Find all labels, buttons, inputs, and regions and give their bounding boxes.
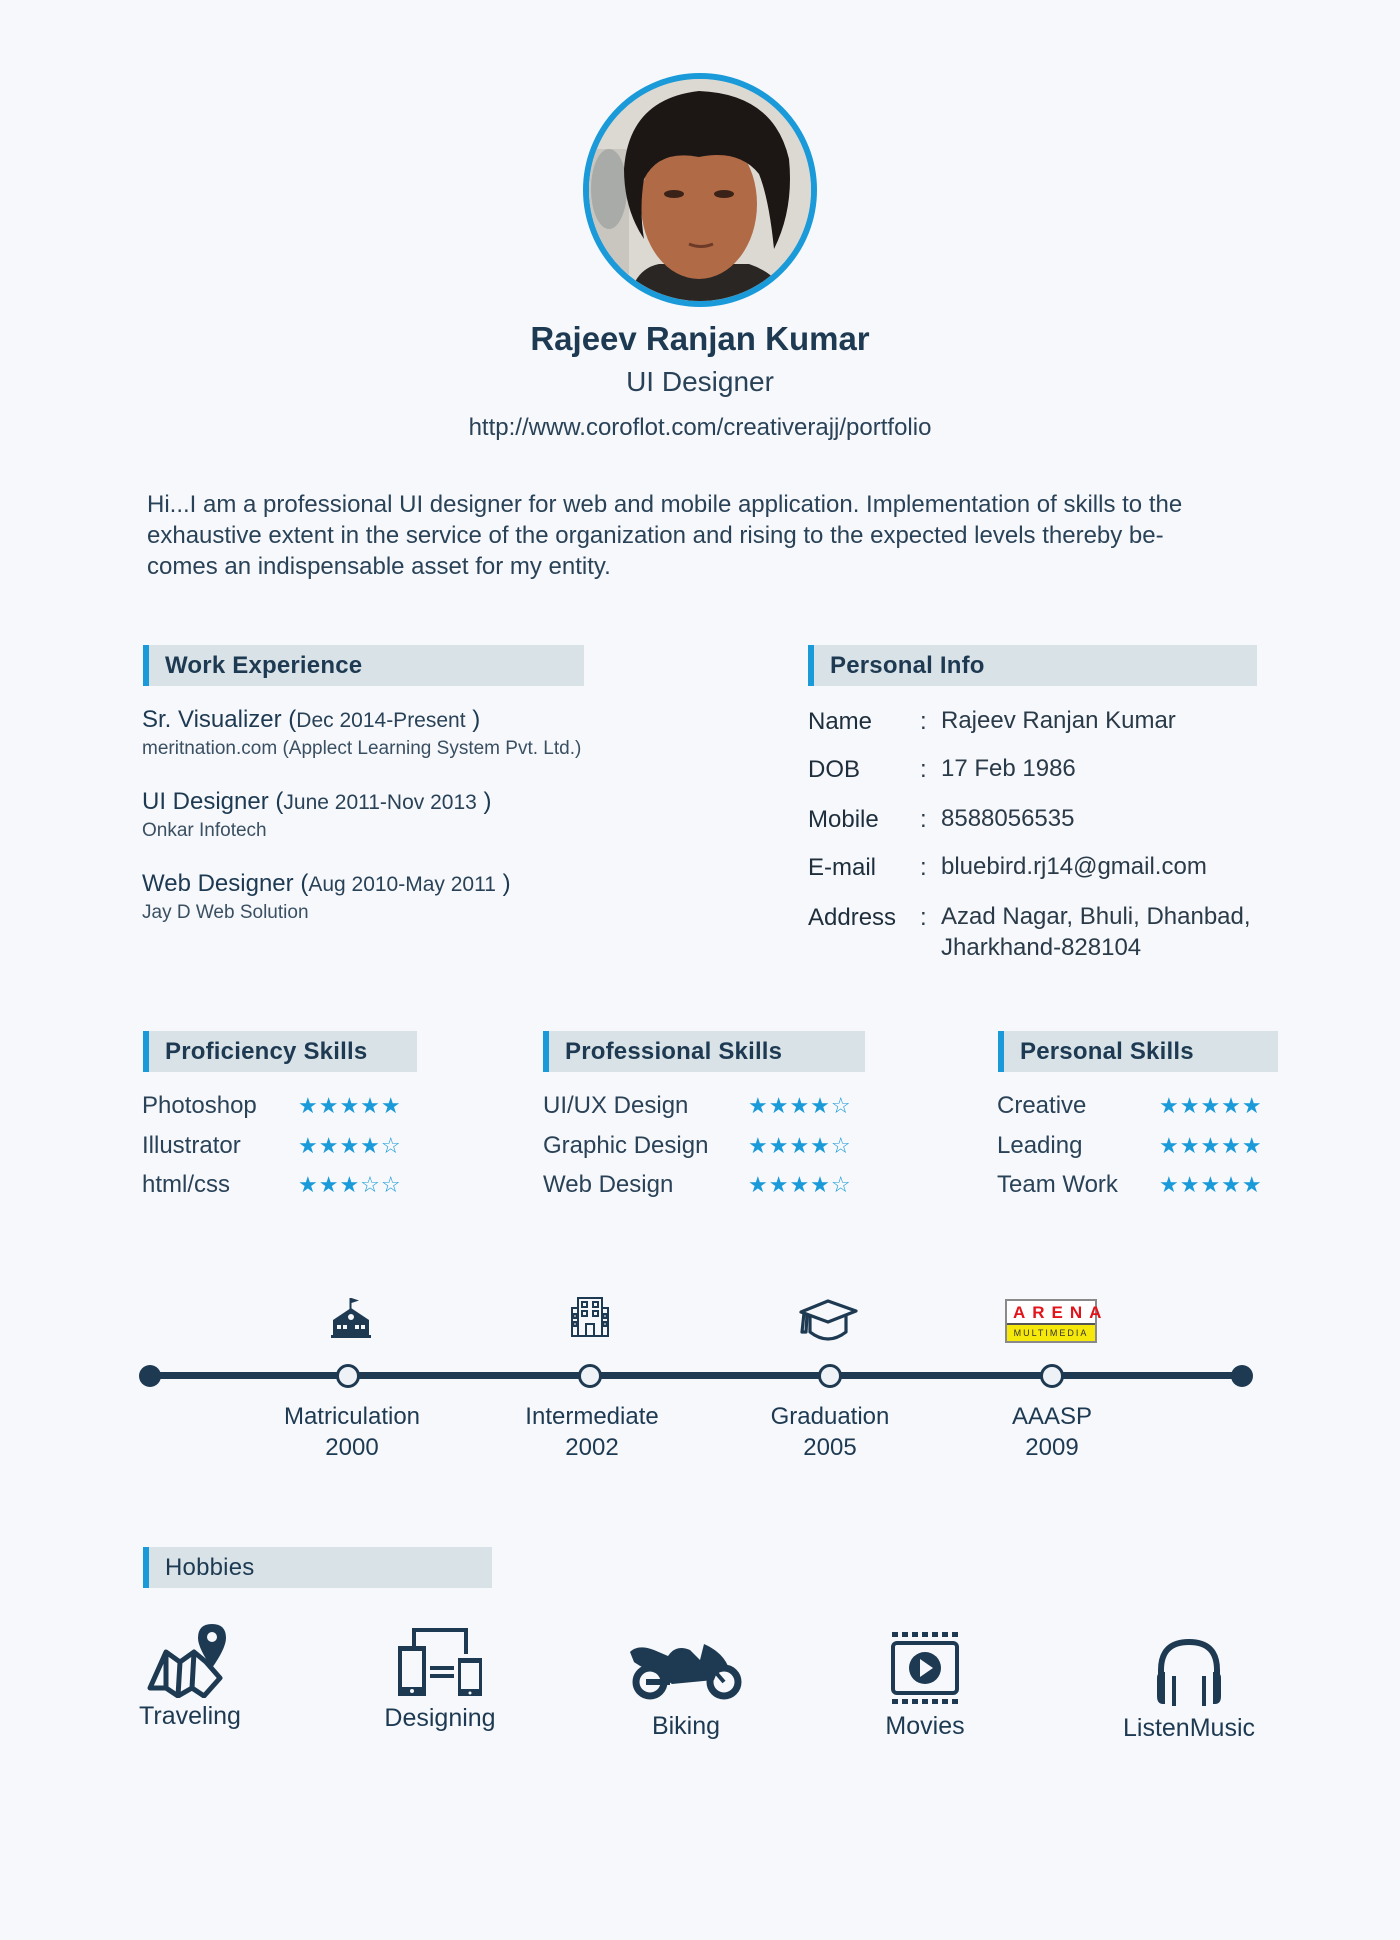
timeline-start-dot bbox=[139, 1365, 161, 1387]
bio-line: Hi...I am a professional UI designer for web and mobile application. Implementation of skills to the bbox=[147, 491, 1183, 518]
star-rating: ★★★★★ bbox=[1159, 1173, 1263, 1198]
hobby-listen-music bbox=[1089, 1636, 1289, 1743]
skill-name: UI/UX Design bbox=[543, 1092, 689, 1119]
devices-icon bbox=[394, 1628, 486, 1698]
timeline-year: 2000 bbox=[325, 1434, 379, 1461]
school-icon bbox=[327, 1296, 375, 1344]
info-label: Name bbox=[808, 708, 873, 735]
timeline-item-aaasp bbox=[942, 1401, 1162, 1463]
job-dates: June 2011-Nov 2013 bbox=[283, 791, 477, 814]
info-value bbox=[941, 901, 1251, 963]
star-rating: ★★★★★ bbox=[298, 1094, 402, 1119]
job-position: UI Designer bbox=[142, 788, 269, 815]
timeline-item-graduation bbox=[720, 1401, 940, 1463]
info-label: DOB bbox=[808, 756, 861, 783]
info-value: 17 Feb 1986 bbox=[941, 755, 1076, 782]
timeline-item-intermediate bbox=[482, 1401, 702, 1463]
info-label: E-mail bbox=[808, 854, 877, 881]
job-entry bbox=[142, 870, 511, 924]
timeline-label: AAASP bbox=[1011, 1403, 1093, 1430]
job-title bbox=[142, 788, 491, 816]
hobby-label: ListenMusic bbox=[1123, 1714, 1255, 1742]
paren: ( bbox=[288, 706, 297, 733]
timeline-label: Graduation bbox=[770, 1403, 890, 1430]
address-line-2: Jharkhand-828104 bbox=[941, 934, 1142, 961]
headphones-icon bbox=[1153, 1636, 1225, 1708]
portfolio-link[interactable]: http://www.coroflot.com/creativerajj/portfolio bbox=[468, 414, 932, 441]
avatar bbox=[589, 79, 811, 301]
star-rating: ★★★★☆ bbox=[748, 1134, 852, 1159]
map-pin-icon bbox=[140, 1622, 240, 1698]
job-position: Sr. Visualizer bbox=[142, 706, 282, 733]
job-title bbox=[142, 870, 511, 898]
paren: ( bbox=[300, 870, 309, 897]
candidate-name: Rajeev Ranjan Kumar bbox=[530, 320, 870, 357]
star-rating: ★★★☆☆ bbox=[298, 1173, 402, 1198]
paren: ) bbox=[502, 870, 511, 897]
timeline-end-dot bbox=[1231, 1365, 1253, 1387]
info-label: Address bbox=[808, 904, 897, 931]
timeline-label: Intermediate bbox=[525, 1403, 659, 1430]
skill-name: Web Design bbox=[543, 1171, 674, 1198]
timeline-item-matriculation bbox=[242, 1401, 462, 1463]
info-value: 8588056535 bbox=[941, 805, 1075, 832]
skill-name: Leading bbox=[997, 1132, 1083, 1159]
job-company: Jay D Web Solution bbox=[142, 902, 309, 923]
paren: ( bbox=[275, 788, 284, 815]
star-rating: ★★★★☆ bbox=[748, 1173, 852, 1198]
paren: ) bbox=[483, 788, 492, 815]
hobby-biking bbox=[586, 1640, 786, 1741]
hobby-label: Traveling bbox=[139, 1702, 241, 1730]
graduation-cap-icon bbox=[798, 1298, 860, 1344]
hobby-label: Designing bbox=[384, 1704, 496, 1732]
hobby-label: Movies bbox=[885, 1712, 965, 1740]
candidate-role: UI Designer bbox=[626, 366, 774, 397]
profile-photo bbox=[583, 73, 817, 307]
hobbies-heading: Hobbies bbox=[143, 1547, 492, 1588]
timeline-year: 2005 bbox=[803, 1434, 857, 1461]
skill-name: Illustrator bbox=[142, 1132, 241, 1159]
timeline-year: 2002 bbox=[565, 1434, 619, 1461]
hobby-traveling bbox=[90, 1622, 290, 1731]
logo-top-text: ARENA bbox=[1007, 1301, 1095, 1325]
job-entry bbox=[142, 788, 491, 842]
skill-name: Creative bbox=[997, 1092, 1087, 1119]
info-separator: : bbox=[920, 904, 927, 931]
proficiency-skills-heading: Proficiency Skills bbox=[143, 1031, 417, 1072]
star-rating: ★★★★★ bbox=[1159, 1094, 1263, 1119]
film-play-icon bbox=[890, 1632, 960, 1704]
hobby-designing bbox=[340, 1628, 540, 1733]
star-rating: ★★★★☆ bbox=[298, 1134, 402, 1159]
professional-skills-heading: Professional Skills bbox=[543, 1031, 865, 1072]
job-title bbox=[142, 706, 581, 734]
timeline-node bbox=[578, 1364, 602, 1388]
timeline-node bbox=[1040, 1364, 1064, 1388]
skill-name: Photoshop bbox=[142, 1092, 257, 1119]
job-company: Onkar Infotech bbox=[142, 820, 267, 841]
logo-bottom-text: MULTIMEDIA bbox=[1007, 1325, 1095, 1341]
hobby-movies bbox=[825, 1632, 1025, 1741]
info-label: Mobile bbox=[808, 806, 879, 833]
job-company: meritnation.com (Applect Learning System Pvt. Ltd.) bbox=[142, 738, 582, 759]
info-separator: : bbox=[920, 708, 927, 735]
address-line-1: Azad Nagar, Bhuli, Dhanbad, bbox=[941, 903, 1251, 930]
skill-name: Team Work bbox=[997, 1171, 1118, 1198]
timeline-track bbox=[150, 1372, 1242, 1379]
arena-multimedia-logo bbox=[1005, 1299, 1109, 1343]
star-rating: ★★★★★ bbox=[1159, 1134, 1263, 1159]
bio-line: exhaustive extent in the service of the organization and rising to the expected levels thereby be- bbox=[147, 522, 1164, 549]
paren: ) bbox=[472, 706, 481, 733]
info-separator: : bbox=[920, 806, 927, 833]
timeline-label: Matriculation bbox=[283, 1403, 421, 1430]
skill-name: Graphic Design bbox=[543, 1132, 709, 1159]
bio-line: comes an indispensable asset for my entity. bbox=[147, 553, 611, 580]
motorbike-icon bbox=[628, 1640, 744, 1700]
timeline-node bbox=[336, 1364, 360, 1388]
bio-paragraph bbox=[147, 489, 1267, 582]
skill-name: html/css bbox=[142, 1171, 231, 1198]
info-separator: : bbox=[920, 756, 927, 783]
info-value: Rajeev Ranjan Kumar bbox=[941, 707, 1176, 734]
hobby-label: Biking bbox=[651, 1712, 721, 1740]
timeline-node bbox=[818, 1364, 842, 1388]
star-rating: ★★★★☆ bbox=[748, 1094, 852, 1119]
personal-skills-heading: Personal Skills bbox=[998, 1031, 1278, 1072]
job-dates: Dec 2014-Present bbox=[296, 709, 466, 732]
building-icon bbox=[566, 1294, 614, 1342]
job-entry bbox=[142, 706, 581, 760]
personal-info-heading: Personal Info bbox=[808, 645, 1257, 686]
info-separator: : bbox=[920, 854, 927, 881]
job-position: Web Designer bbox=[142, 870, 294, 897]
timeline-year: 2009 bbox=[1025, 1434, 1079, 1461]
work-experience-heading: Work Experience bbox=[143, 645, 584, 686]
email-link[interactable]: bluebird.rj14@gmail.com bbox=[941, 853, 1207, 880]
job-dates: Aug 2010-May 2011 bbox=[308, 873, 496, 896]
